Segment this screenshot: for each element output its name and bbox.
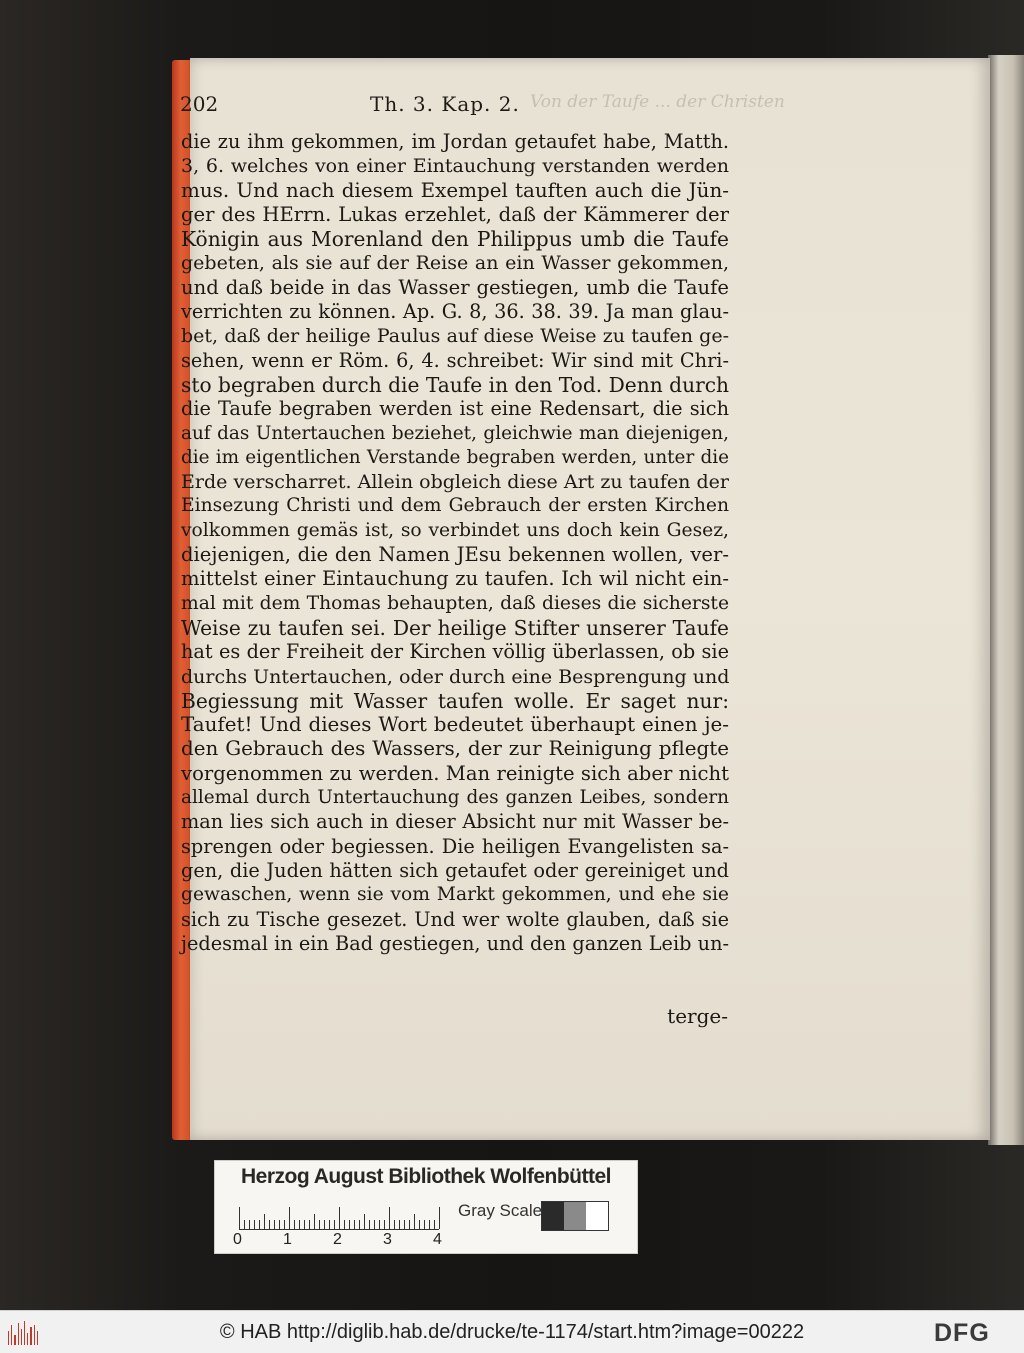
ruler-tick — [264, 1214, 265, 1229]
text-line: durchs Untertauchen, oder durch eine Besprengung und — [181, 665, 730, 688]
text-line: diejenigen, die den Namen JEsu bekennen wollen, ver- — [181, 543, 729, 567]
ruler-tick — [374, 1220, 375, 1229]
text-line: sto begraben durch die Taufe in den Tod. Denn durch — [181, 372, 730, 397]
ruler-tick — [364, 1214, 365, 1229]
text-line: vorgenommen zu werden. Man reinigte sich aber nicht — [181, 761, 729, 785]
ruler-tick — [314, 1214, 315, 1229]
ruler-tick — [439, 1207, 440, 1229]
ruler-tick — [249, 1220, 250, 1229]
ruler-tick — [369, 1220, 370, 1229]
ruler-tick — [339, 1207, 340, 1229]
gray-swatch — [542, 1202, 564, 1230]
ruler-tick — [359, 1220, 360, 1229]
ruler-tick — [324, 1220, 325, 1229]
show-through-text: Von der Taufe ... der Christen — [530, 92, 785, 112]
ruler-tick — [294, 1220, 295, 1229]
gray-swatch — [564, 1202, 586, 1230]
catchword: terge- — [667, 1004, 728, 1028]
ruler-tick — [384, 1220, 385, 1229]
ruler-tick — [379, 1220, 380, 1229]
ruler-number: 2 — [333, 1231, 342, 1248]
ruler-tick — [279, 1220, 280, 1229]
ruler-numbers — [233, 1231, 473, 1249]
ruler-tick — [409, 1220, 410, 1229]
ruler-tick — [344, 1220, 345, 1229]
ruler-tick — [319, 1220, 320, 1229]
page-body-text — [181, 130, 729, 956]
text-line: Einsezung Christi und dem Gebrauch der ersten Kirchen — [181, 495, 729, 517]
ruler-tick — [289, 1207, 290, 1229]
ruler-number: 4 — [433, 1231, 442, 1248]
ruler-tick — [434, 1220, 435, 1229]
ruler-tick — [349, 1220, 350, 1229]
text-line: hat es der Freiheit der Kirchen völlig überlassen, ob sie — [181, 640, 729, 664]
text-line: allemal durch Untertauchung des ganzen Leibes, sondern — [181, 787, 729, 809]
ruler-tick — [274, 1220, 275, 1229]
ruler — [239, 1199, 439, 1230]
text-line: jedesmal in ein Bad gestiegen, und den ganzen Leib un- — [181, 931, 729, 955]
gray-scale-swatches — [541, 1201, 609, 1231]
ruler-number: 1 — [283, 1231, 292, 1248]
footer-bar — [0, 1310, 1024, 1353]
ruler-tick — [329, 1220, 330, 1229]
ruler-tick — [419, 1220, 420, 1229]
text-line: die zu ihm gekommen, im Jordan getaufet habe, Matth. — [181, 130, 729, 153]
ruler-tick — [394, 1220, 395, 1229]
copyright-link[interactable]: © HAB http://diglib.hab.de/drucke/te-1174/start.htm?image=00222 — [219, 1321, 805, 1343]
ruler-tick — [299, 1220, 300, 1229]
ruler-tick — [309, 1220, 310, 1229]
ruler-tick — [304, 1220, 305, 1229]
ruler-tick — [354, 1220, 355, 1229]
text-line: sich zu Tische gesezet. Und wer wolte glauben, daß sie — [181, 907, 729, 931]
text-line: mus. Und nach diesem Exempel tauften auch die Jün- — [181, 178, 729, 202]
ruler-number: 0 — [233, 1231, 242, 1248]
ruler-tick — [269, 1220, 270, 1229]
ruler-tick — [334, 1220, 335, 1229]
text-line: gebeten, als sie auf der Reise an ein Wasser gekommen, — [181, 252, 729, 275]
running-head — [180, 92, 785, 122]
text-line: ger des HErrn. Lukas erzehlet, daß der Kämmerer der — [181, 202, 729, 226]
ruler-tick — [254, 1220, 255, 1229]
text-line: die Taufe begraben werden ist eine Redensart, die sich — [181, 397, 729, 421]
ruler-tick — [429, 1220, 430, 1229]
reference-card — [214, 1160, 638, 1254]
text-line: gen, die Juden hätten sich getaufet oder gereiniget und — [181, 858, 729, 882]
ruler-number: 3 — [383, 1231, 392, 1248]
text-line: Erde verscharret. Allein obgleich diese Art zu taufen der — [181, 471, 729, 494]
text-line: die im eigentlichen Verstande begraben werden, unter die — [181, 446, 729, 468]
ruler-tick — [259, 1220, 260, 1229]
text-line: bet, daß der heilige Paulus auf diese Weise zu taufen ge- — [181, 325, 729, 348]
ruler-tick — [399, 1220, 400, 1229]
text-line: man lies sich auch in dieser Absicht nur mit Wasser be- — [181, 810, 729, 834]
running-head-title: Th. 3. Kap. 2. — [370, 92, 520, 116]
ruler-tick — [424, 1220, 425, 1229]
ruler-tick — [239, 1207, 240, 1229]
page-number: 202 — [180, 92, 219, 116]
dfg-logo: DFG — [934, 1319, 990, 1347]
ruler-tick — [389, 1207, 390, 1229]
text-line: mal mit dem Thomas behaupten, daß dieses die sicherste — [181, 592, 729, 614]
text-line: den Gebrauch des Wassers, der zur Reinigung pflegte — [181, 737, 729, 761]
ruler-tick — [244, 1220, 245, 1229]
text-line: Begiessung mit Wasser taufen wolle. Er saget nur: — [181, 688, 729, 713]
ruler-tick — [284, 1220, 285, 1229]
text-line: 3, 6. welches von einer Eintauchung verstanden werden — [181, 155, 729, 178]
ruler-tick — [414, 1214, 415, 1229]
text-line: auf das Untertauchen beziehet, gleichwie man diejenigen, — [181, 422, 729, 444]
text-line: und daß beide in das Wasser gestiegen, umb die Taufe — [181, 275, 729, 299]
text-line: volkommen gemäs ist, so verbindet uns doch kein Gesez, — [181, 519, 729, 541]
text-line: Weise zu taufen sei. Der heilige Stifter unserer Taufe — [181, 615, 729, 640]
text-line: Königin aus Morenland den Philippus umb die Taufe — [181, 227, 729, 252]
gray-swatch — [586, 1202, 608, 1230]
text-line: gewaschen, wenn sie vom Markt gekommen, und ehe sie — [181, 884, 729, 906]
text-line: verrichten zu können. Ap. G. 8, 36. 38. 39. Ja man glau- — [181, 300, 729, 324]
text-line: mittelst einer Eintauchung zu taufen. Ich wil nicht ein- — [181, 567, 729, 591]
text-line: sprengen oder begiessen. Die heiligen Evangelisten sa- — [181, 834, 729, 858]
gray-scale-label: Gray Scale — [458, 1201, 543, 1220]
card-title: Herzog August Bibliothek Wolfenbüttel — [241, 1165, 611, 1188]
text-line: sehen, wenn er Röm. 6, 4. schreibet: Wir sind mit Chri- — [181, 348, 729, 372]
book-spine — [988, 55, 1024, 1145]
text-line: Taufet! Und dieses Wort bedeutet überhaupt einen je- — [181, 713, 729, 737]
ruler-tick — [404, 1220, 405, 1229]
